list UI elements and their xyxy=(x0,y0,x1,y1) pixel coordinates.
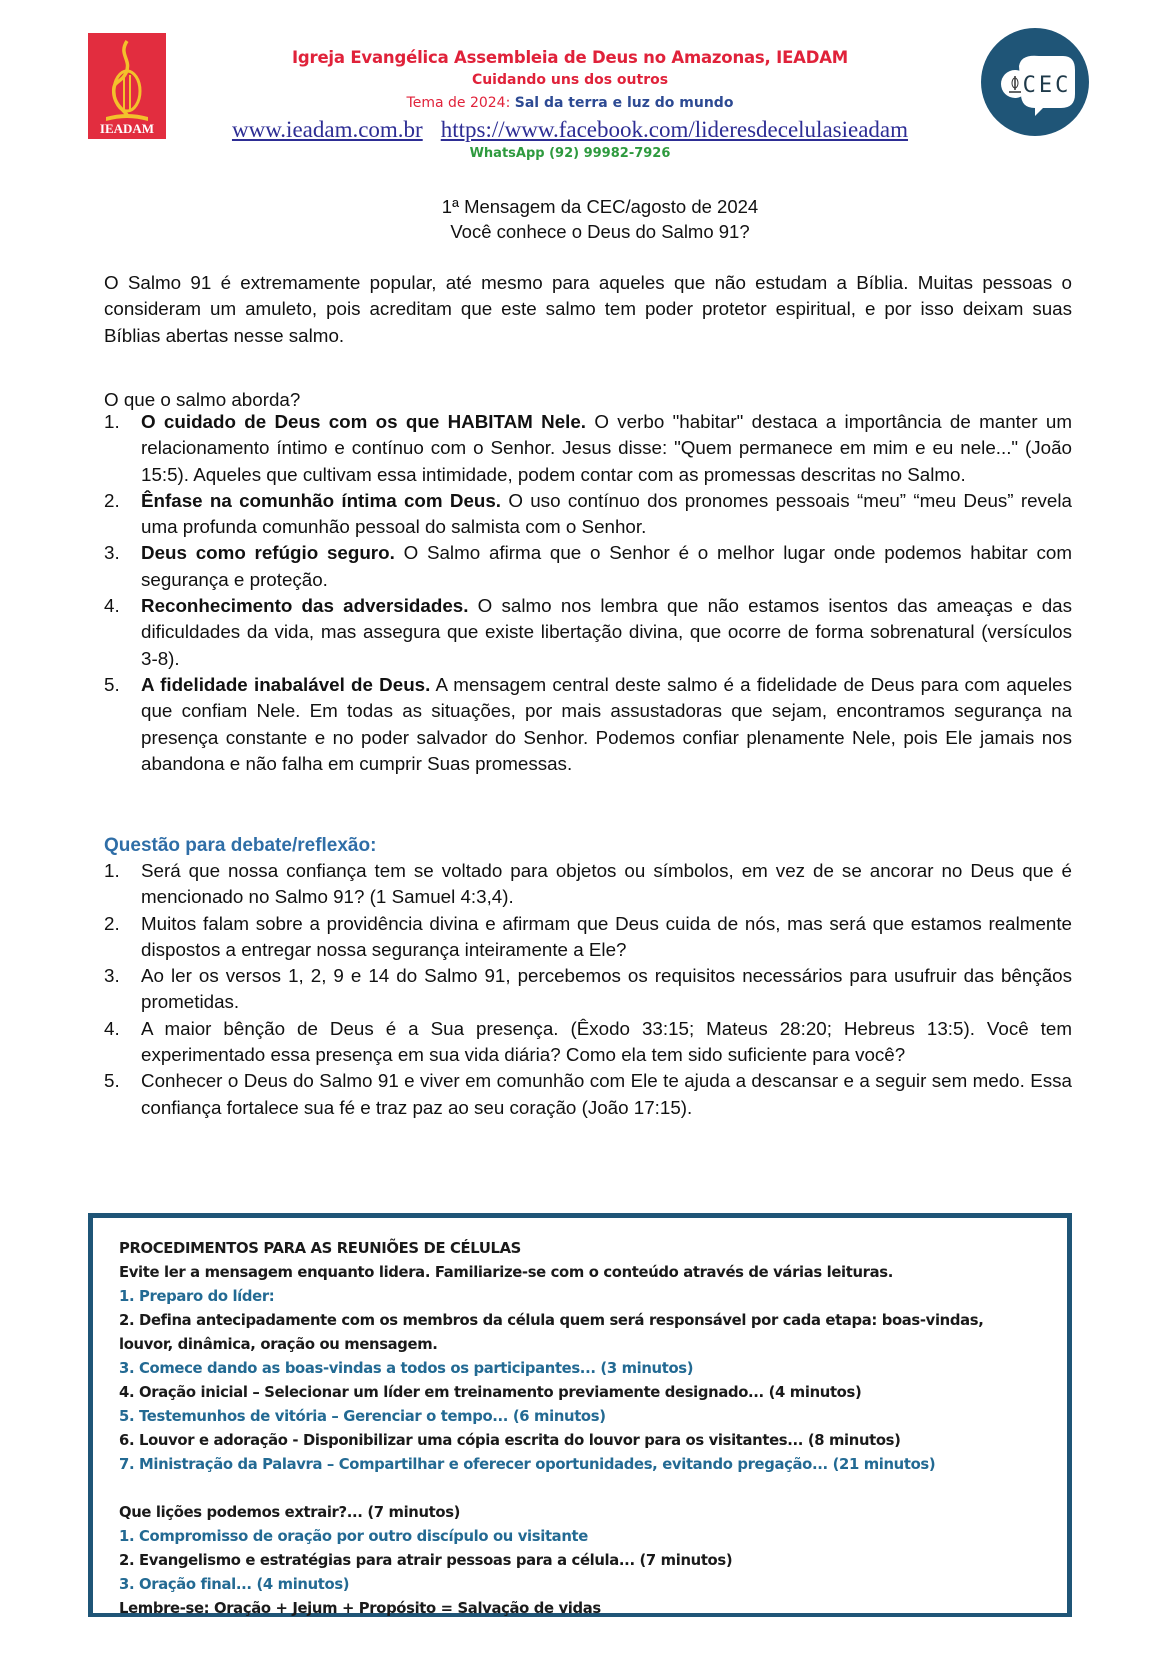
intro-paragraph: O Salmo 91 é extremamente popular, até mesmo para aqueles que não estudam a Bíblia. Muitas pessoas o consideram um amuleto, pois acreditam que este salmo tem poder protetor espiritual, e por isso deixam suas Bíblias abertas nesse salmo. xyxy=(104,272,1072,346)
topic-item: 2. Ênfase na comunhão íntima com Deus. O uso contínuo dos pronomes pessoais “meu” “meu Deus” revela uma profunda comunhão pessoal do salmista com o Senhor. xyxy=(104,489,1072,538)
procedures-title: PROCEDIMENTOS PARA AS REUNIÕES DE CÉLULAS xyxy=(119,1240,521,1257)
theme-value: Sal da terra e luz do mundo xyxy=(514,95,734,111)
question-item: 1. Será que nossa confiança tem se voltado para objetos ou símbolos, em vez de se ancorar no Deus que é mencionado no Salmo 91? (1 Samuel 4:3,4). xyxy=(104,860,1072,908)
procedure-step-2: 2. Defina antecipadamente com os membros da célula quem será responsável por cada etapa: boas-vindas, xyxy=(119,1312,984,1329)
procedure-step-1: 1. Preparo do líder: xyxy=(119,1288,275,1305)
whatsapp-contact: WhatsApp (92) 99982-7926 xyxy=(469,146,671,161)
message-subtitle: Você conhece o Deus do Salmo 91? xyxy=(450,221,750,242)
topic-item: 3. Deus como refúgio seguro. O Salmo afirma que o Senhor é o melhor lugar onde podemos habitar com segurança e proteção. xyxy=(104,542,1072,590)
procedures-note: Evite ler a mensagem enquanto lidera. Familiarize-se com o conteúdo através de várias leituras. xyxy=(119,1264,893,1281)
procedure-step-5: 5. Testemunhos de vitória – Gerenciar o tempo... (6 minutos) xyxy=(119,1408,606,1425)
topics-list xyxy=(104,409,1072,777)
procedure-step-7: 7. Ministração da Palavra – Compartilhar e oferecer oportunidades, evitando pregação... (21 minutos) xyxy=(119,1456,936,1473)
facebook-link[interactable]: https://www.facebook.com/lideresdecelulasieadam xyxy=(440,117,909,142)
procedure-step-2-cont: louvor, dinâmica, oração ou mensagem. xyxy=(119,1336,438,1353)
ieadam-logo xyxy=(88,33,166,139)
lesson-item-3: 3. Oração final... (4 minutos) xyxy=(119,1576,350,1593)
message-title: 1ª Mensagem da CEC/agosto de 2024 xyxy=(441,196,759,217)
lesson-item-2: 2. Evangelismo e estratégias para atrair pessoas para a célula... (7 minutos) xyxy=(119,1552,733,1569)
procedure-step-4: 4. Oração inicial – Selecionar um líder em treinamento previamente designado... (4 minutos) xyxy=(119,1384,862,1401)
questions-heading: Questão para debate/reflexão: xyxy=(104,835,377,856)
question-item: 4. A maior bênção de Deus é a Sua presença. (Êxodo 33:15; Mateus 28:20; Hebreus 13:5). Você tem experimentado essa presença em sua vida diária? Como ela tem sido suficiente para você? xyxy=(104,1017,1072,1066)
question-item: 2. Muitos falam sobre a providência divina e afirmam que Deus cuida de nós, mas será que estamos realmente dispostos a entregar nossa segurança inteiramente a Ele? xyxy=(104,912,1072,960)
header-links xyxy=(170,117,970,143)
church-motto: Cuidando uns dos outros xyxy=(471,72,669,88)
procedures-reminder: Lembre-se: Oração + Jejum + Propósito = Salvação de vidas xyxy=(119,1600,601,1617)
church-name: Igreja Evangélica Assembleia de Deus no Amazonas, IEADAM xyxy=(291,48,849,67)
procedures-box xyxy=(88,1213,1072,1617)
question-item: 3. Ao ler os versos 1, 2, 9 e 14 do Salmo 91, percebemos os requisitos necessários para usufruir das bênçãos prometidas. xyxy=(104,965,1072,1013)
procedure-step-6: 6. Louvor e adoração - Disponibilizar uma cópia escrita do louvor para os visitantes... (8 minutos) xyxy=(119,1432,901,1449)
topic-item: 5. A fidelidade inabalável de Deus. A mensagem central deste salmo é a fidelidade de Deus para com aqueles que confiam Nele. Em todas as situações, por mais assustadoras que sejam, encontramos segurança na presença constante e no poder salvador do Senhor. Podemos confiar plenamente Nele, pois Ele jamais nos abandona e não falha em cumprir Suas promessas. xyxy=(104,673,1072,774)
cec-logo xyxy=(981,28,1089,136)
question-item: 5. Conhecer o Deus do Salmo 91 e viver em comunhão com Ele te ajuda a descansar e a seguir sem medo. Essa confiança fortalece sua fé e traz paz ao seu coração (João 17:15). xyxy=(104,1070,1072,1118)
logo-left-text: IEADAM xyxy=(99,121,155,136)
topic-item: 4. Reconhecimento das adversidades. O salmo nos lembra que não estamos isentos das ameaças e das dificuldades da vida, mas assegura que existe libertação divina, que ocorre de forma sobrenatural (versículos 3-8). xyxy=(104,595,1072,669)
topic-item: 1. O cuidado de Deus com os que HABITAM Nele. O verbo "habitar" destaca a importância de manter um relacionamento íntimo e contínuo com o Senhor. Jesus disse: "Quem permanece em mim e eu nele..." (João 15:5). Aqueles que cultivam essa intimidade, podem contar com as promessas descritas no Salmo. xyxy=(104,411,1072,485)
questions-list xyxy=(104,858,1072,1121)
website-link[interactable]: www.ieadam.com.br xyxy=(231,117,423,142)
lessons-title: Que lições podemos extrair?... (7 minutos) xyxy=(119,1504,461,1521)
theme-label: Tema de 2024: xyxy=(406,95,511,111)
theme-line xyxy=(170,95,970,111)
logo-right-text: CEC xyxy=(1022,73,1072,98)
lesson-item-1: 1. Compromisso de oração por outro discípulo ou visitante xyxy=(119,1528,588,1545)
topics-heading: O que o salmo aborda? xyxy=(104,389,301,410)
procedure-step-3: 3. Comece dando as boas-vindas a todos os participantes... (3 minutos) xyxy=(119,1360,694,1377)
